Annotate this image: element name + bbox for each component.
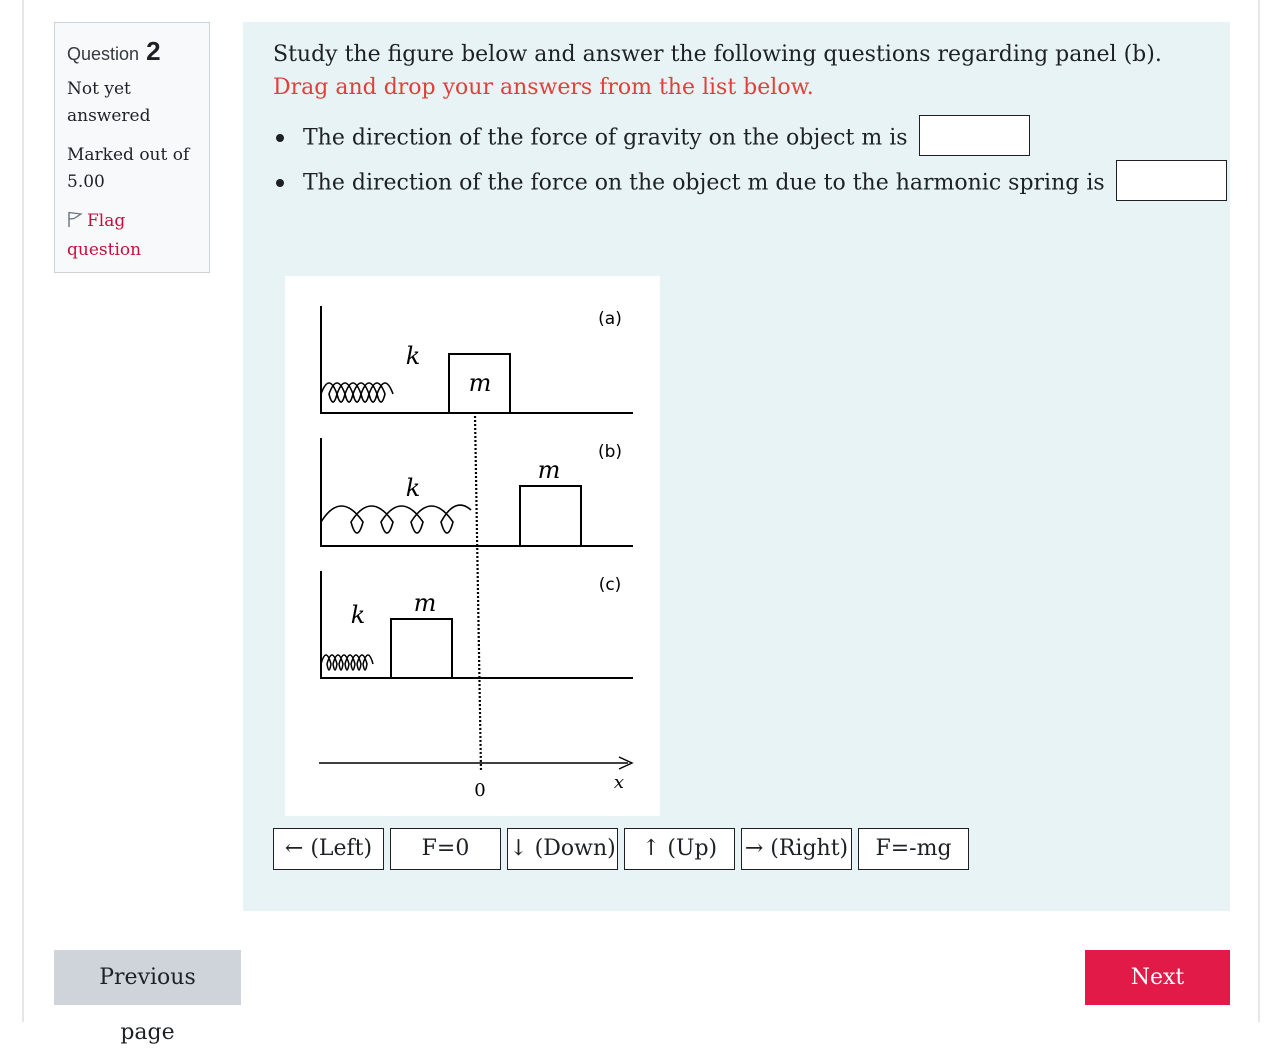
question-label: Question	[67, 44, 140, 64]
panel-label-a: (a)	[598, 309, 622, 329]
flag-icon	[67, 210, 87, 237]
drop-zone-gravity[interactable]	[919, 115, 1030, 156]
question-number-value: 2	[146, 36, 161, 66]
choice-f-minus-mg[interactable]: F=-mg	[858, 828, 969, 870]
question-state: Not yet answered	[67, 79, 151, 126]
mass-label-b: m	[537, 456, 561, 484]
spring-b	[321, 505, 471, 533]
spring-label-b: k	[405, 474, 421, 502]
drag-choices	[273, 828, 969, 870]
choice-right[interactable]: → (Right)	[741, 828, 852, 870]
question-item-text: The direction of the force on the object m due to the harmonic spring is	[303, 170, 1105, 196]
question-prompt: Study the figure below and answer the following questions regarding panel (b).	[273, 42, 1162, 67]
choice-down[interactable]: ↓ (Down)	[507, 828, 618, 870]
spring-mass-figure	[285, 276, 660, 816]
mass-b	[520, 486, 581, 546]
spring-a	[321, 383, 393, 402]
page-border-left	[22, 0, 24, 1022]
spring-label-c: k	[350, 601, 366, 629]
question-text	[273, 38, 1193, 104]
spring-label-a: k	[405, 342, 421, 370]
choice-up[interactable]: ↑ (Up)	[624, 828, 735, 870]
question-grade: Marked out of 5.00	[67, 145, 190, 192]
spring-mass-diagram	[285, 276, 660, 816]
flag-label: Flag question	[67, 211, 142, 260]
mass-label-c: m	[413, 589, 437, 617]
question-items	[273, 118, 1227, 208]
question-content	[243, 22, 1230, 911]
next-page-button[interactable]: Next page	[1085, 950, 1230, 1005]
flag-question-link[interactable]	[67, 208, 197, 264]
panel-label-b: (b)	[597, 442, 623, 462]
axis-variable-label: x	[613, 772, 625, 793]
choice-f-zero[interactable]: F=0	[390, 828, 501, 870]
equilibrium-line	[475, 416, 481, 771]
mass-c	[391, 619, 452, 678]
page-border-right	[1258, 0, 1260, 1022]
axis-origin-label: 0	[474, 780, 486, 801]
choice-left[interactable]: ← (Left)	[273, 828, 384, 870]
panel-label-c: (c)	[598, 575, 622, 595]
spring-c	[321, 655, 373, 670]
question-number	[67, 35, 197, 70]
drag-hint: Drag and drop your answers from the list below.	[273, 75, 814, 100]
drop-zone-spring[interactable]	[1116, 160, 1227, 201]
question-item-gravity	[273, 118, 1227, 163]
question-item-text: The direction of the force of gravity on the object m is	[303, 125, 908, 151]
question-info-panel	[54, 22, 210, 273]
question-item-spring	[273, 163, 1227, 208]
mass-label-a: m	[468, 369, 492, 397]
previous-page-button[interactable]: Previous page	[54, 950, 241, 1005]
